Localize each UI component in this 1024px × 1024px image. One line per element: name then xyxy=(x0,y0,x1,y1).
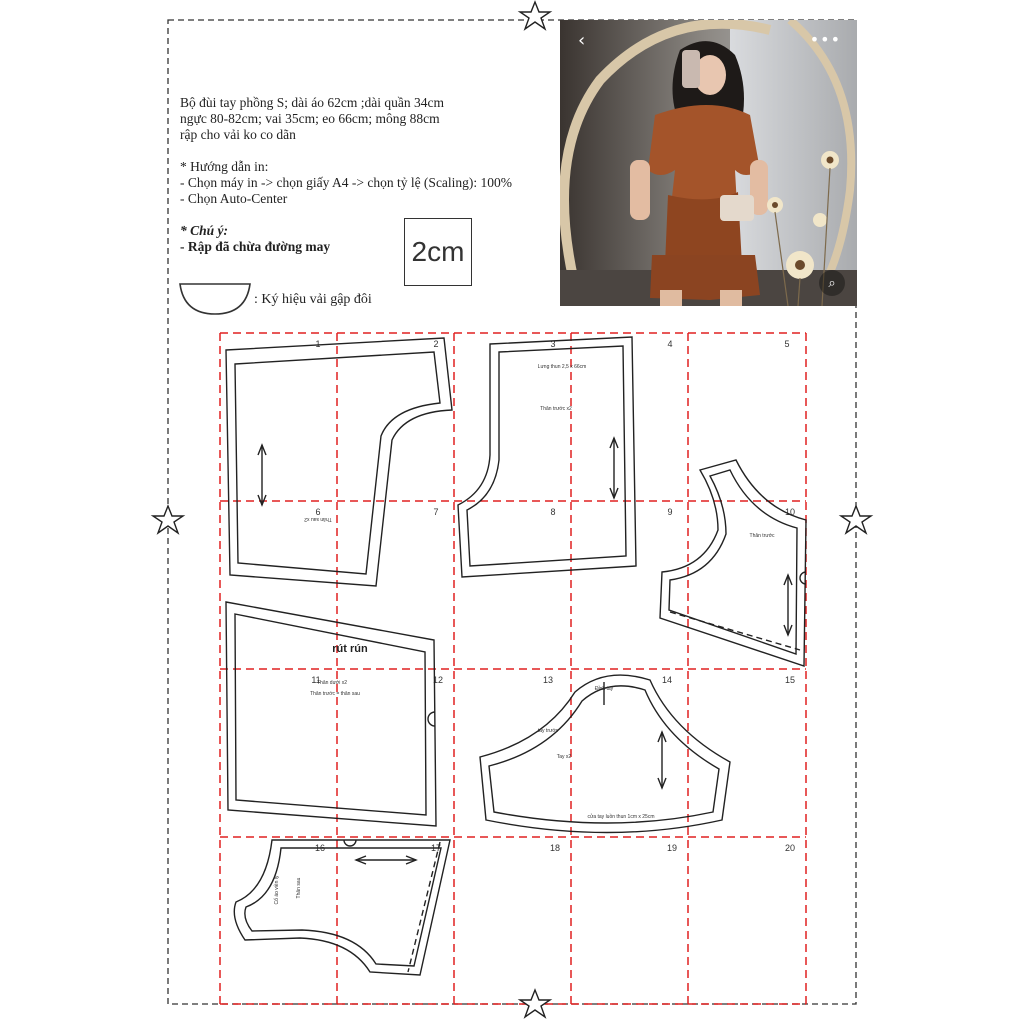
page-number-14: 14 xyxy=(661,675,673,685)
more-icon[interactable]: ••• xyxy=(809,30,841,49)
pattern-piece-front-shorts xyxy=(458,337,636,577)
piece-2-label-1: Lưng thun 2,5 x 66cm xyxy=(537,364,587,370)
note-title: * Chú ý: xyxy=(180,223,229,238)
zoom-icon[interactable]: ⌕ xyxy=(819,270,845,296)
page-number-12: 12 xyxy=(432,675,444,685)
page-number-13: 13 xyxy=(542,675,554,685)
print-guide-step-2: - Chọn Auto-Center xyxy=(180,191,288,206)
tile-grid xyxy=(220,333,806,1004)
page-number-17: 17 xyxy=(430,843,442,853)
piece-5-label-4: cửa tay luồn thun 1cm x 25cm xyxy=(587,814,655,820)
piece-6-label-1: Cổ áo viền ly xyxy=(274,875,280,905)
print-guide-step-1: - Chọn máy in -> chọn giấy A4 -> chọn tỷ lệ (Scaling): 100% xyxy=(180,175,513,190)
page-number-6: 6 xyxy=(315,507,321,517)
page-number-15: 15 xyxy=(784,675,796,685)
piece-5-label-2: tay trước xyxy=(537,728,559,734)
page-number-8: 8 xyxy=(550,507,556,517)
page-number-2: 2 xyxy=(433,339,439,349)
page-number-20: 20 xyxy=(784,843,796,853)
page-number-10: 10 xyxy=(784,507,796,517)
page-number-19: 19 xyxy=(666,843,678,853)
page-number-16: 16 xyxy=(314,843,326,853)
piece-4-title: rút rún xyxy=(332,643,368,655)
piece-4-label-2: Thân trước = thân sau xyxy=(310,691,360,697)
page-number-3: 3 xyxy=(550,339,556,349)
piece-4-label-1: Thân dưới x2 xyxy=(317,680,347,686)
page-number-1: 1 xyxy=(315,339,321,349)
star-left-icon xyxy=(153,506,183,533)
page-number-11: 11 xyxy=(311,675,321,685)
info-line-1: Bộ đùi tay phồng S; dài áo 62cm ;dài quần 34cm xyxy=(180,95,444,110)
pattern-piece-sleeve xyxy=(480,675,730,832)
fold-symbol-label: : Ký hiệu vải gập đôi xyxy=(254,292,372,307)
pattern-piece-front-bodice xyxy=(660,460,806,666)
page-number-7: 7 xyxy=(433,507,439,517)
piece-6-label-2: Thân sau xyxy=(296,877,302,899)
info-line-3: rập cho vải ko co dãn xyxy=(180,127,296,142)
page-number-9: 9 xyxy=(667,507,673,517)
scale-box: 2cm xyxy=(404,218,472,286)
piece-2-label-2: Thân trước x2 xyxy=(540,406,572,412)
page-number-5: 5 xyxy=(784,339,790,349)
info-line-2: ngực 80-82cm; vai 35cm; eo 66cm; mông 88cm xyxy=(180,111,440,126)
piece-5-label-1: Đỉnh tay xyxy=(594,686,614,692)
note-text: - Rập đã chừa đường may xyxy=(180,239,331,254)
piece-5-label-3: Tay x2 xyxy=(556,754,572,760)
star-bottom-icon xyxy=(520,990,550,1017)
piece-3-label: Thân trước xyxy=(749,533,775,539)
star-right-icon xyxy=(841,506,871,533)
pattern-piece-back-bodice xyxy=(226,338,452,586)
chevron-left-icon[interactable]: ‹ xyxy=(578,30,586,51)
pattern-piece-lower-bodice xyxy=(226,602,436,826)
pattern-piece-back-yoke xyxy=(234,840,450,975)
piece-1-label: Thân sau x2 xyxy=(304,516,332,522)
star-top-icon xyxy=(520,2,550,29)
page-number-18: 18 xyxy=(549,843,561,853)
print-guide-title: * Hướng dẫn in: xyxy=(180,159,269,174)
page-number-4: 4 xyxy=(667,339,673,349)
